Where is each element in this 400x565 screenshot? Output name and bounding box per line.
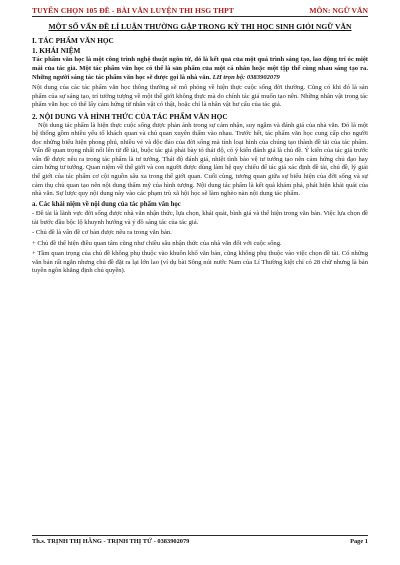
list-item: - Đề tài là lãnh vực đời sống được nhà văn nhận thức, lựa chọn, khái quát, bình giá và thể hiện trong văn bản. Việc lựa chọn đề tài bước đầu bộc lộ khuynh hướng và ý đồ sáng tác của tác giả. <box>32 210 368 226</box>
subsection-heading-content-form: 2. NỘI DUNG VÀ HÌNH THỨC CỦA TÁC PHẨM VĂN HỌC <box>32 111 228 121</box>
content-form-paragraph: Nội dung tác phẩm là hiện thực cuộc sống được phản ánh trong sự cảm nhận, suy ngẫm và đánh giá của nhà văn. Đó là một hệ thống gồm nhiều yếu tố khách quan và chủ quan xuyên thấm vào nhau. Trước hết, tác phẩm văn học cung cấp cho người đọc những biểu hiện phong phú, nhiều vẻ và độc đáo của đời sống mà tính loại hình của chúng tạo thành đề tài của tác phẩm. Vấn đề quan trọng nhất nổi lên từ đề tài, buộc tác giả phải bày tỏ thái độ, có ý kiến đánh giá là chủ đề. Ý kiến của tác giả trước vấn đề được nêu ra trong tác phẩm là tư tưởng. Thái độ đánh giá, nhiệt tình bảo vệ tư tưởng tạo nên cảm hứng chủ đạo hay cảm hứng tư tưởng. Quan niệm về thế giới và con người được dùng làm hệ quy chiếu để tác giả xác định đề tài, chủ đề, lý giải thế giới của tác phẩm cơ cội nguồn sâu xa trong thế giới quan. Cuối cùng, tương quan giữa sự biểu hiện của đời sống và sự cảm thụ chủ quan tạo nên nội dung thẩm mỹ của hình tượng. Nội dung tác phẩm là kết quả khám phá, phát hiện khái quát của nhà văn. Sự lược quy nội dung này vào các phạm trù xã hội học sẽ làm nghèo nàn nội dung tác phẩm. <box>32 121 368 198</box>
header-subject: MÔN: NGỮ VĂN <box>309 6 368 15</box>
page-footer <box>32 535 368 546</box>
concept-definition <box>32 56 368 82</box>
subheading-content-concepts: a. Các khái niệm về nội dung của tác phẩm văn học <box>32 200 181 208</box>
subsection-heading-concept: 1. KHÁI NIỆM <box>32 46 81 56</box>
list-item: + Chủ đề thể hiện điều quan tâm cũng như chiều sâu nhận thức của nhà văn đối với cuộc sống. <box>32 239 282 247</box>
footer-authors: Th.s. TRỊNH THỊ HẰNG - TRỊNH THỊ TỨ - 0383902079 <box>32 538 190 545</box>
list-item: + Tầm quan trọng của chủ đề không phụ thuộc vào khuôn khổ văn bản, cũng không phụ thuộc vào việc chọn đề tài. Có những văn bản rất ngắn nhưng chủ đề đặt ra lại lớn lao (ví dụ bài Sông núi nước Nam của Lí Thường kiệt chỉ có 28 chữ nhưng là bản tuyên ngôn khẳng định chủ quyền). <box>32 250 368 275</box>
page-header <box>32 6 368 17</box>
document-title: MỘT SỐ VẤN ĐỀ LÍ LUẬN THƯỜNG GẶP TRONG KỲ THI HỌC SINH GIỎI NGỮ VĂN <box>48 22 352 31</box>
header-left-title: TUYỂN CHỌN 105 ĐỀ - BÀI VĂN LUYỆN THI HSG THPT <box>32 6 234 15</box>
list-item: - Chủ đề là vấn đề cơ bản được nêu ra trong văn bản. <box>32 229 172 237</box>
page-number: Page 1 <box>350 538 368 545</box>
section-heading-literary-work: I. TÁC PHẨM VĂN HỌC <box>32 36 114 46</box>
concept-paragraph: Nội dung của các tác phẩm văn học thông thường sẽ mô phỏng về hiện thực cuộc sống đời thường. Cũng có khi đó là sản phẩm của sự sáng tạo, trí tưởng tượng về một thế giới không thực mà do chính tác giả muốn tạo nên. Những nhân vật trong tác phẩm văn học có thể lấy cảm hứng từ nhân vật có thật, hoặc chỉ là nhân vật hư cấu của tác giả. <box>32 84 368 109</box>
contact-note: LH trọn bộ: 0383902079 <box>212 73 280 81</box>
concept-definition-text: Tác phẩm văn học là một công trình nghệ thuật ngôn từ, đó là kết quả của một quá trình sáng tạo, lao động trí óc miệt mài của tác giả. Một tác phẩm văn học có thể là sản phẩm của một cá nhân hoặc một tập thể cùng nhau sáng tạo ra. Những người sáng tác tác phẩm văn học sẽ được gọi là nhà văn. <box>32 56 368 81</box>
